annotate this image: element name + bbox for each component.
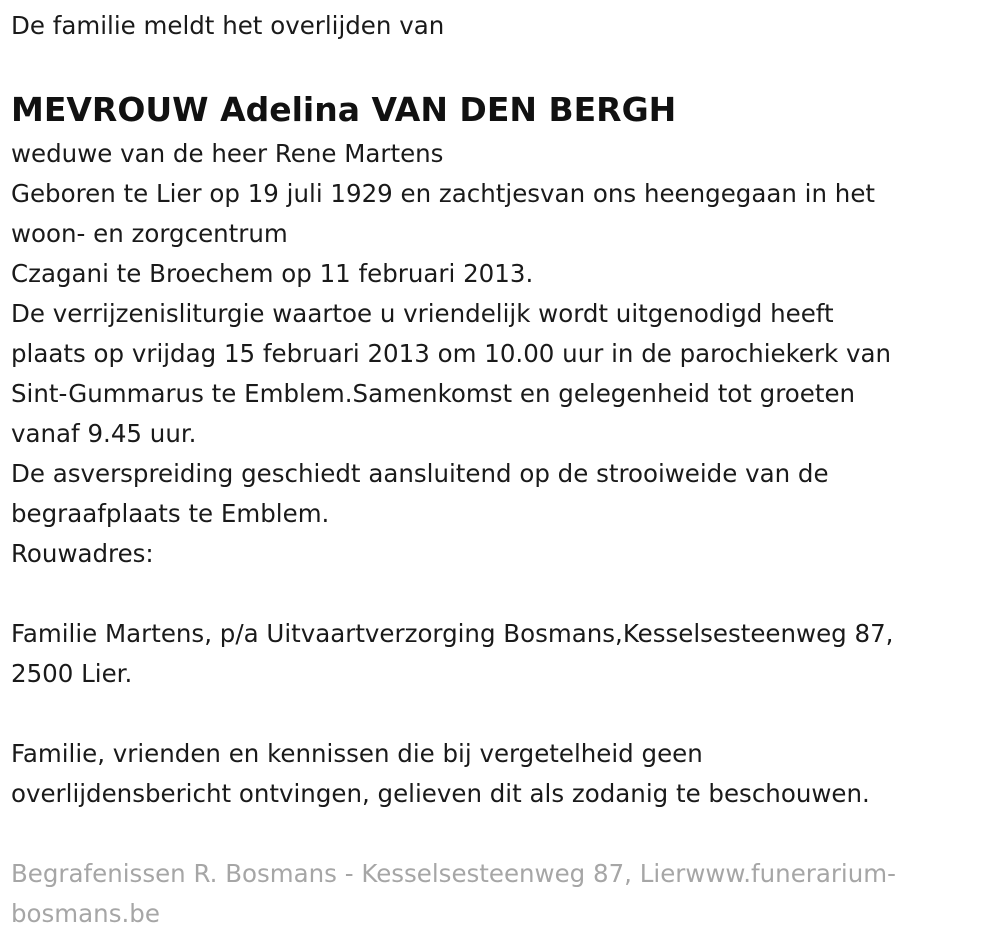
closing-line: Familie, vrienden en kennissen die bij vergetelheid geen [11,739,703,768]
notice-body [11,134,988,574]
body-line: begraafplaats te Emblem. [11,499,330,528]
closing-line: overlijdensbericht ontvingen, gelieven dit als zodanig te beschouwen. [11,779,870,808]
mourning-address-label: Rouwadres: [11,539,154,568]
spacer [11,574,988,614]
footer-line: bosmans.be [11,899,160,928]
intro-text: De familie meldt het overlijden van [11,11,445,40]
address-line: Familie Martens, p/a Uitvaartverzorging Bosmans,Kesselsesteenweg 87, [11,619,894,648]
body-line: plaats op vrijdag 15 februari 2013 om 10.00 uur in de parochiekerk van [11,339,892,368]
body-line: Czagani te Broechem op 11 februari 2013. [11,259,534,288]
address-line: 2500 Lier. [11,659,133,688]
closing-note [11,734,988,814]
body-line: Sint-Gummarus te Emblem.Samenkomst en gelegenheid tot groeten [11,379,856,408]
body-line: De asverspreiding geschiedt aansluitend op de strooiweide van de [11,459,829,488]
body-line: woon- en zorgcentrum [11,219,288,248]
body-line: Geboren te Lier op 19 juli 1929 en zachtjesvan ons heengegaan in het [11,179,876,208]
spacer [11,814,988,854]
spacer [11,694,988,734]
footer-line: Begrafenissen R. Bosmans - Kesselsesteenweg 87, Lierwww.funerarium- [11,859,896,888]
body-line: vanaf 9.45 uur. [11,419,197,448]
body-line: De verrijzenisliturgie waartoe u vriendelijk wordt uitgenodigd heeft [11,299,834,328]
mourning-address [11,614,988,694]
body-line: weduwe van de heer Rene Martens [11,139,444,168]
deceased-name: MEVROUW Adelina VAN DEN BERGH [11,90,677,129]
funeral-home-footer [11,854,988,934]
